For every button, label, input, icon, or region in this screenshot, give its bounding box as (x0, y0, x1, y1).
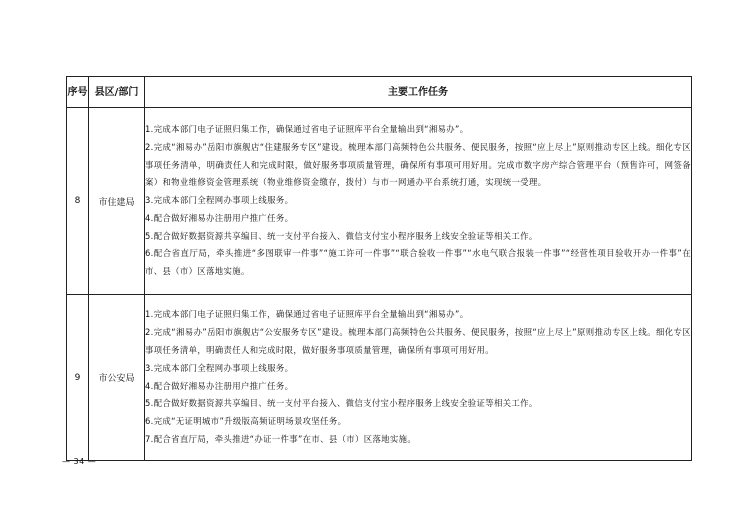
row-tasks (145, 295, 692, 461)
task-item: 5.配合做好数据资源共享编目、统一支付平台接入、微信支付宝小程序服务上线安全验证等相关工作。 (145, 398, 538, 409)
header-dept: 县区/部门 (89, 77, 145, 108)
header-tasks: 主要工作任务 (145, 77, 692, 108)
task-item: 2.完成“湘易办”岳阳市旗舰店“公安服务专区”建设。梳理本部门高频特色公共服务、便民服务，按照“应上尽上”原则推动专区上线。细化专区事项任务清单，明确责任人和完成时限，做好服务事项质量管理，确保所有事项可用好用。 (145, 327, 691, 355)
table-header-row (67, 77, 692, 108)
task-item: 3.完成本部门全程网办事项上线服务。 (145, 362, 294, 373)
task-item: 4.配合做好湘易办注册用户推广任务。 (145, 380, 294, 391)
page-number: — 34 — (62, 457, 97, 466)
row-dept: 市公安局 (89, 295, 145, 461)
row-seq: 9 (67, 295, 89, 461)
header-seq: 序号 (67, 77, 89, 108)
row-tasks (145, 108, 692, 295)
row-dept: 市住建局 (89, 108, 145, 295)
task-item: 6.完成“无证明城市”升级版高频证明场景攻坚任务。 (145, 416, 347, 427)
task-table (66, 76, 692, 461)
task-item: 2.完成“湘易办”岳阳市旗舰店“住建服务专区”建设。梳理本部门高频特色公共服务、便民服务，按照“应上尽上”原则推动专区上线。细化专区事项任务清单，明确责任人和完成时限，做好服务事项质量管理，确保所有事项可用好用。完成市数字房产综合管理平台（预售许可，网签备案）和物业维修资金管理系统（物业维修资金缴存，拨付）与市一网通办平台系统打通，实现统一受理。 (145, 141, 691, 188)
task-item: 1.完成本部门电子证照归集工作，确保通过省电子证照库平台全量输出到“湘易办”。 (145, 309, 469, 320)
table-row (67, 108, 692, 295)
table-row (67, 295, 692, 461)
task-item: 6.配合省直厅局，牵头推进“多图联审一件事”“施工许可一件事”“联合验收一件事”“水电气联合报装一件事”“经营性项目验收开办一件事”在市、县（市）区落地实施。 (145, 248, 691, 277)
row-seq: 8 (67, 108, 89, 295)
task-item: 4.配合做好湘易办注册用户推广任务。 (145, 212, 294, 223)
task-item: 3.完成本部门全程网办事项上线服务。 (145, 195, 294, 206)
task-item: 5.配合做好数据资源共享编目、统一支付平台接入、微信支付宝小程序服务上线安全验证等相关工作。 (145, 230, 538, 241)
task-item: 1.完成本部门电子证照归集工作，确保通过省电子证照库平台全量输出到“湘易办”。 (145, 123, 469, 134)
task-item: 7.配合省直厅局，牵头推进“办证一件事”在市、县（市）区落地实施。 (145, 433, 417, 444)
